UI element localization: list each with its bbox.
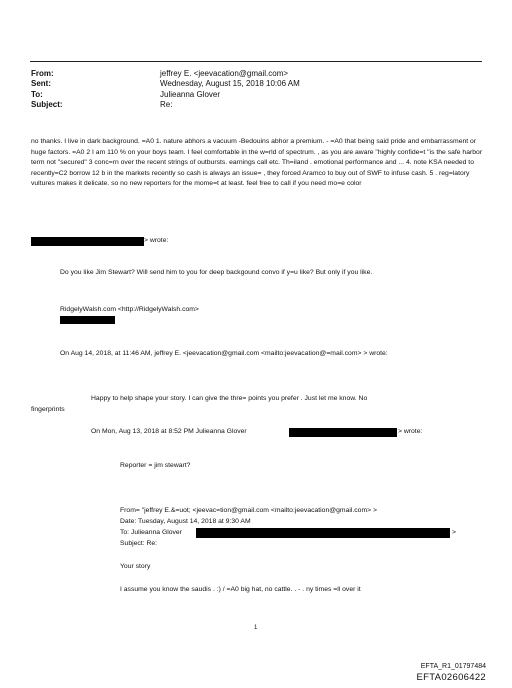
body-paragraph: no thanks. I live in dark background. =A0 1. nature abhors a vacuum -Bedouins abhor a premium. - =A0 that being said pride and embarrassment or huge factors. =A0 2 I am 110 % on your boys team. I feel comfortable in the w=rld of spectrum. , as you are aware "highly confide=t "is the safe harbor term not "secured" 3 conc=rn over the recent strings of outbursts. earnings call etc. Th=iland . emotional performance and ... 4. note KSA needed to recently=C2 borrow 12 b in the markets recently so cash is always an issue= , they forced Aramco to buy out of SWF to infuse cash. 5 . reg=latory vultures makes it delicate. so no new reporters for the mome=t at least. feel free to call if you need mo=e color xyxy=(31,138,483,187)
redaction-block xyxy=(196,528,450,538)
page-number: 1 xyxy=(254,625,258,631)
forward-subject: Subject: Re: xyxy=(120,540,158,547)
message-help-shape: Happy to help shape your story. I can give the thre= points you prefer . Just let me know. No xyxy=(91,395,368,402)
footer-id-1: EFTA_R1_01797484 xyxy=(420,663,486,670)
forward-to-end: > xyxy=(452,529,456,536)
redaction-block xyxy=(289,428,397,437)
forward-date: Date: Tuesday, August 14, 2018 at 9:30 AM xyxy=(120,518,251,525)
from-value: jeffrey E. <jeevacation@gmail.com> xyxy=(160,69,289,78)
quote-header-aug13: On Mon, Aug 13, 2018 at 8:52 PM Julieanna Glover xyxy=(91,428,247,435)
to-label: To: xyxy=(31,90,43,99)
redaction-block xyxy=(60,316,115,324)
message-fingerprints: fingerprints xyxy=(31,406,65,413)
forward-to: To: Julieanna Glover xyxy=(120,529,182,536)
message-jim-stewart: Do you like Jim Stewart? Will send him to you for deep backgound convo if y=u like? But only if you like. xyxy=(60,269,373,276)
redaction-block xyxy=(31,237,144,246)
message-reporter: Reporter = jim stewart? xyxy=(120,462,191,469)
footer-id-2: EFTA02606422 xyxy=(416,672,486,683)
signature-link: RidgelyWalsh.com <http://RidgelyWalsh.com> xyxy=(60,306,199,313)
wrote-line-1: > wrote: xyxy=(144,237,169,244)
from-label: From: xyxy=(31,69,54,78)
message-saudis: I assume you know the saudis . :) / =A0 big hat, no cattle. . - . ny times =ll over it xyxy=(120,586,361,593)
wrote-line-2: > wrote: xyxy=(398,428,423,435)
subject-value: Re: xyxy=(160,100,173,109)
message-your-story: Your story xyxy=(120,563,151,570)
forward-from: From= "jeffrey E.&=uot; <jeevac=tion@gmail.com <mailto:jeevacation@gmail.com> > xyxy=(120,507,377,514)
quote-header-aug14: On Aug 14, 2018, at 11:46 AM, jeffrey E. <jeevacation@gmail.com <mailto:jeevacation@=mail.com> > wrote: xyxy=(60,350,388,357)
sent-label: Sent: xyxy=(31,79,51,88)
sent-value: Wednesday, August 15, 2018 10:06 AM xyxy=(160,79,300,88)
to-value: Julieanna Glover xyxy=(160,90,221,99)
header-divider xyxy=(30,61,482,62)
subject-label: Subject: xyxy=(31,100,63,109)
